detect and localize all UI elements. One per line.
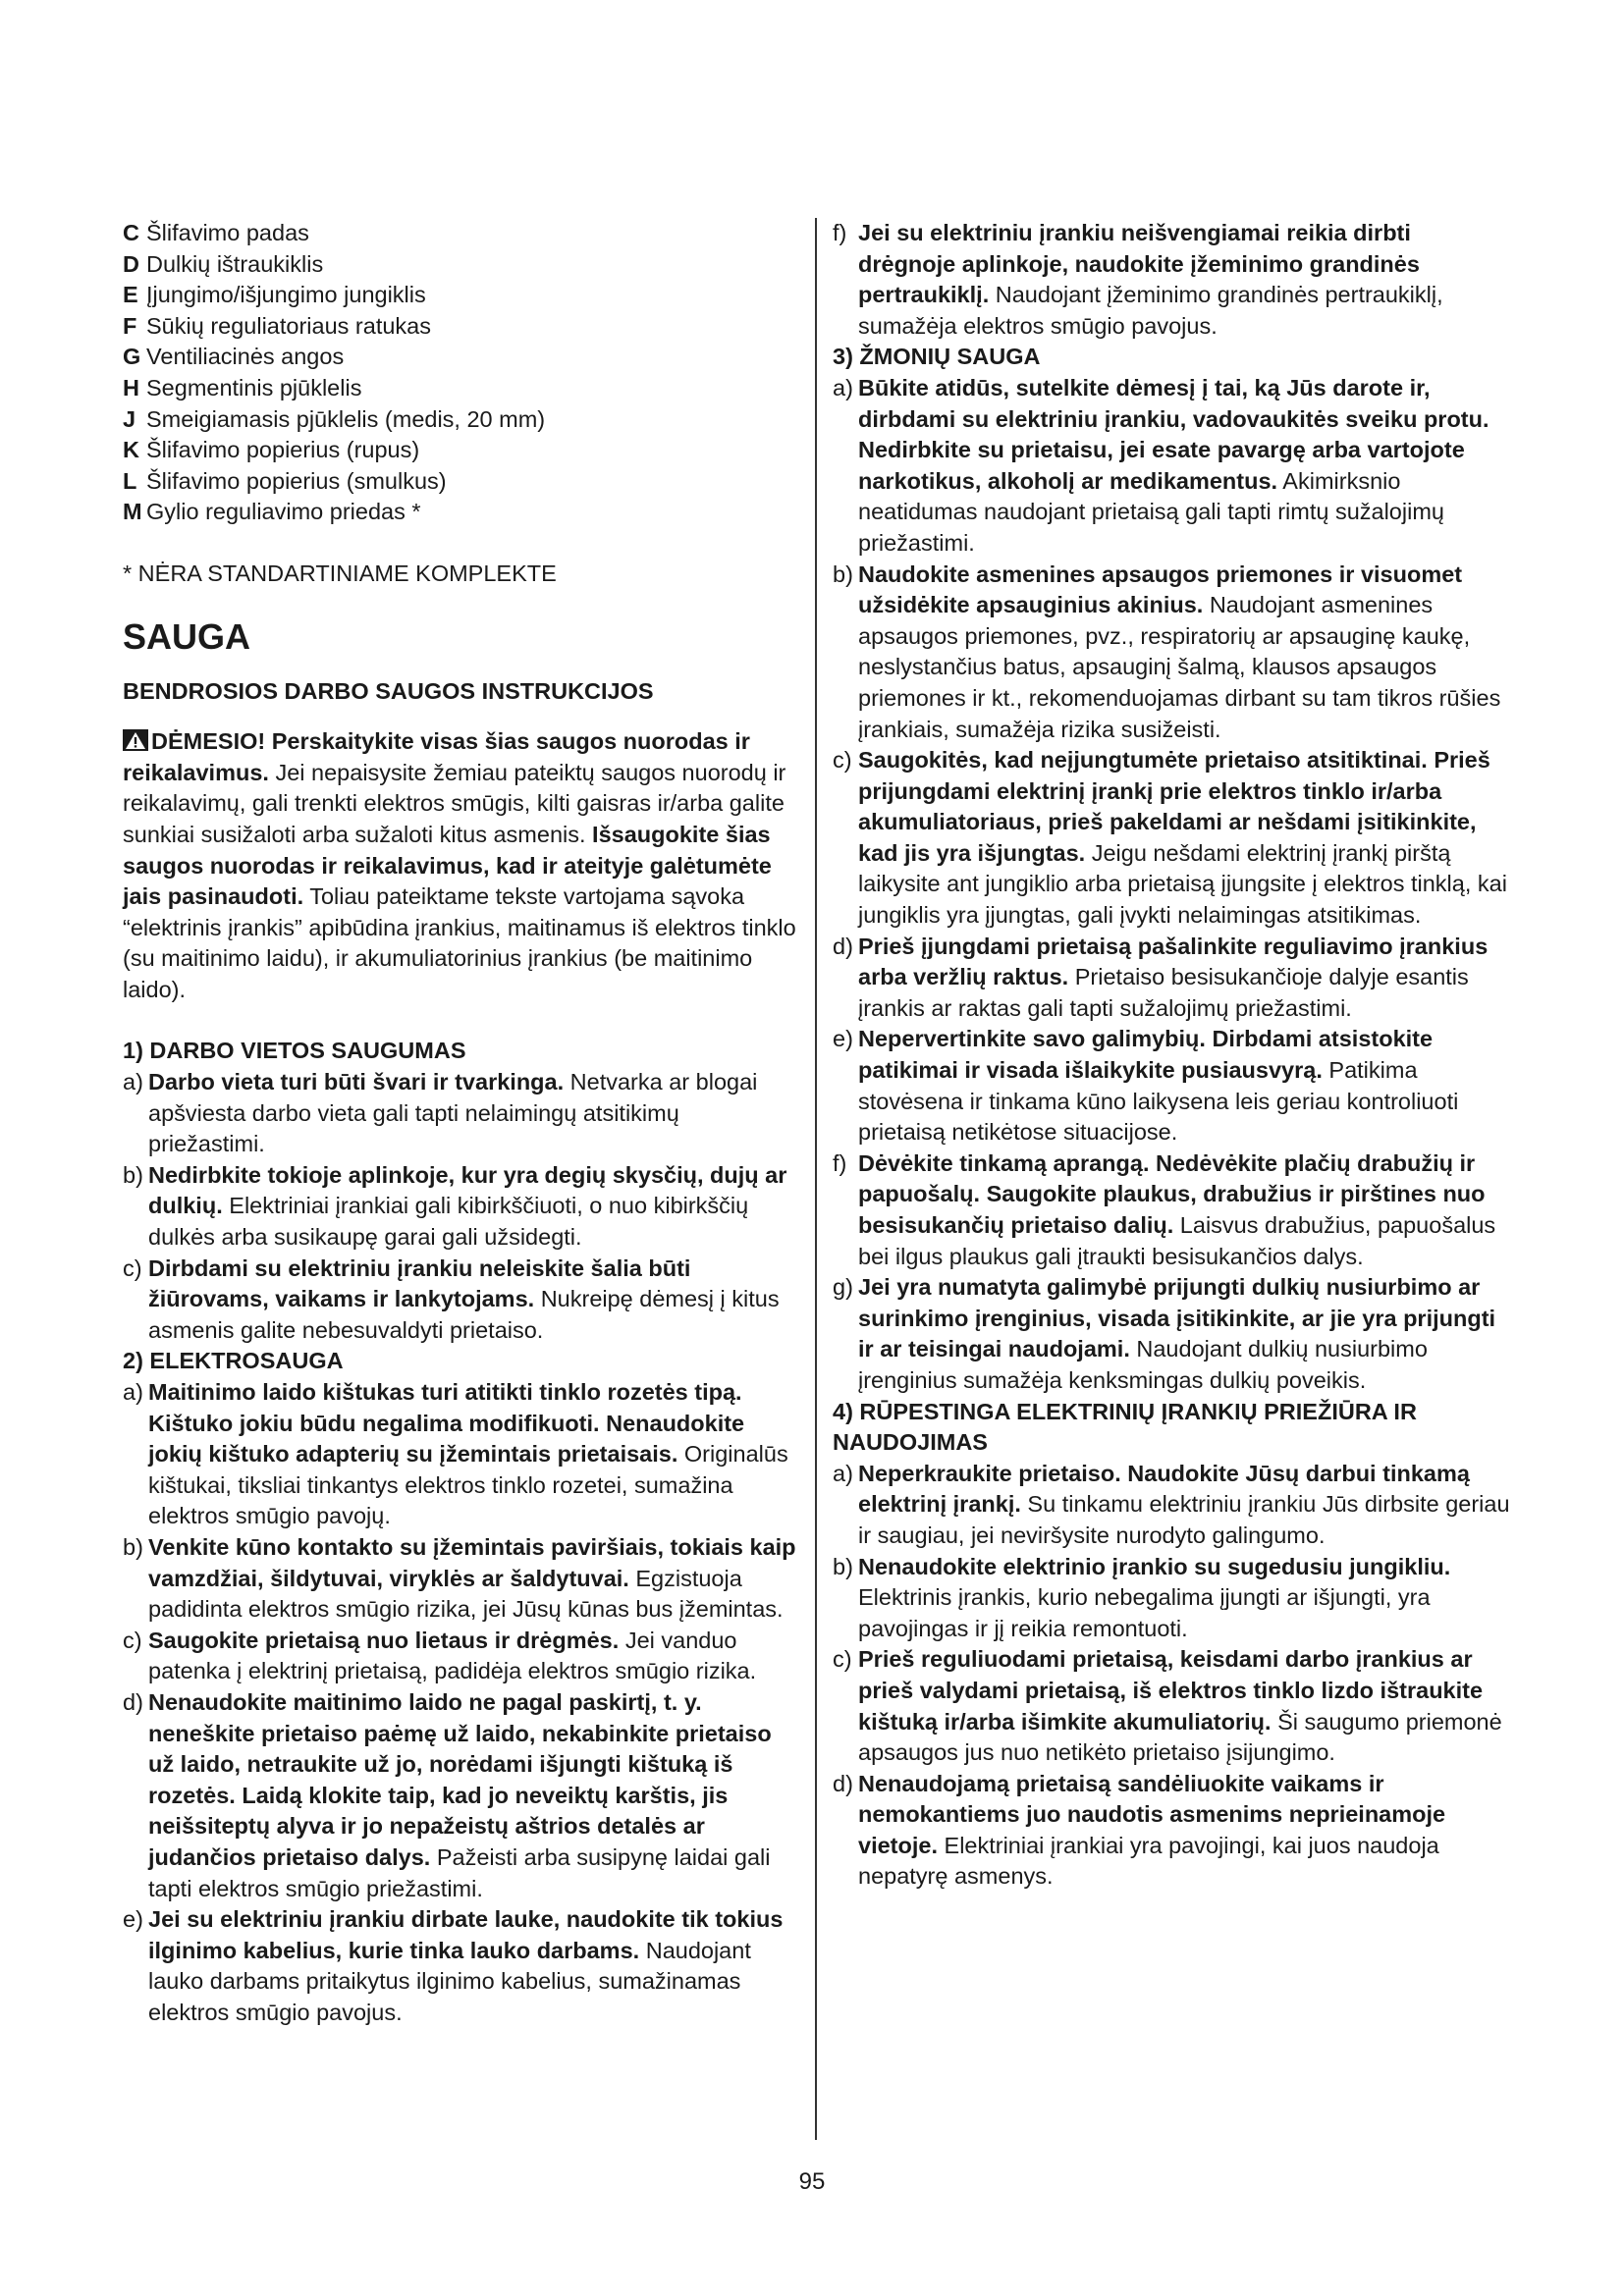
list-item: c) Saugokitės, kad neįjungtumėte prietaiso atsitiktinai. Prieš prijungdami elektrinį įrankį prie elektros tinklo ir/arba akumuliatoriaus, prieš pakeldami ar nešdami įsitikinkite, kad jis yra išjungtas. Jeigu nešdami elektrinį įrankį pirštą laikysite ant jungiklio arba prietaisą įjungsite į elektros tinklą, kai jungiklis yra įjungtas, gali įvykti nelaimingas atsitikimas.: [833, 747, 1507, 929]
list-item: a) Neperkraukite prietaiso. Naudokite Jūsų darbui tinkamą elektrinį įrankį. Su tinkamu elektriniu įrankiu Jūs dirbsite geriau ir saugiau, jei neviršysite nurodyto galingumo.: [833, 1460, 1510, 1548]
right-column: [833, 218, 1510, 1893]
list-item: d) Prieš įjungdami prietaisą pašalinkite reguliavimo įrankius arba veržlių raktus. Prietaiso besisukančioje dalyje esantis įrankis ar raktas gali tapti sužalojimų priežastimi.: [833, 933, 1489, 1021]
not-standard-note: * NĖRA STANDARTINIAME KOMPLEKTE: [123, 560, 557, 586]
list-item: a) Būkite atidūs, sutelkite dėmesį į tai, ką Jūs darote ir, dirbdami su elektriniu įrankiu, vadovaukitės sveiku protu. Nedirbkite su prietaisu, jei esate pavargę arba vartojote narkotikus, alkoholį ar medikamentus. Akimirksnio neatidumas naudojant prietaisą gali tapti rimtų sužalojimų priežastimi.: [833, 374, 1489, 556]
list-item: H Segmentinis pjūklelis: [123, 374, 362, 400]
list-item: b) Nedirbkite tokioje aplinkoje, kur yra degių skysčių, dujų ar dulkių. Elektriniai įrankiai gali kibirkščiuoti, o nuo kibirkščių dulkės arba susikaupę garai gali užsidegti.: [123, 1161, 787, 1251]
list-item: K Šlifavimo popierius (rupus): [123, 437, 420, 463]
section-title: SAUGA: [123, 615, 251, 657]
left-column: [123, 218, 800, 2028]
list-item: e) Nepervertinkite savo galimybių. Dirbdami atsistokite patikimai ir visada išlaikykite pusiausvyrą. Patikima stovėsena ir tinkama kūno laikysena leis geriau kontroliuoti prietaisą netikėtose situacijose.: [833, 1026, 1459, 1146]
list-item: c) Saugokite prietaisą nuo lietaus ir drėgmės. Jei vanduo patenka į elektrinį prietaisą, padidėja elektros smūgio rizika.: [123, 1627, 757, 1684]
list-item: g) Jei yra numatyta galimybė prijungti dulkių nusiurbimo ar surinkimo įrenginius, visada įsitikinkite, ar jie yra prijungti ir ar teisingai naudojami. Naudojant dulkių nusiurbimo įrenginius sumažėja kenksmingas dulkių poveikis.: [833, 1274, 1496, 1393]
parts-list: [123, 218, 800, 528]
list-item: a) Maitinimo laido kištukas turi atitikti tinklo rozetės tipą. Kištuko jokiu būdu negalima modifikuoti. Nenaudokite jokių kištuko adapterių su įžemintais prietaisais. Originalūs kištukai, tiksliai tinkantys elektros tinklo rozetei, sumažina elektros smūgio pavojų.: [123, 1379, 788, 1529]
list-item: b) Nenaudokite elektrinio įrankio su sugedusiu jungikliu. Elektrinis įrankis, kurio nebegalima įjungti ar išjungti, yra pavojingas ir jį reikia remontuoti.: [833, 1553, 1451, 1641]
heading-electrical-safety: 2) ELEKTROSAUGA: [123, 1348, 344, 1374]
section-subtitle: BENDROSIOS DARBO SAUGOS INSTRUKCIJOS: [123, 677, 654, 704]
list-item: f) Dėvėkite tinkamą aprangą. Nedėvėkite plačių drabužių ir papuošalų. Saugokite plaukus, drabužius ir pirštines nuo besisukančių prietaiso dalių. Laisvus drabužius, papuošalus bei ilgus plaukus gali įtraukti besisukančios dalys.: [833, 1149, 1496, 1269]
heading-personal-safety: 3) ŽMONIŲ SAUGA: [833, 344, 1041, 370]
warning-triangle-icon: [123, 729, 148, 751]
list-item: f) Jei su elektriniu įrankiu neišvengiamai reikia dirbti drėgnoje aplinkoje, naudokite įžeminimo grandinės pertraukiklį. Naudojant įžeminimo grandinės pertraukiklį, sumažėja elektros smūgio pavojus.: [833, 220, 1443, 339]
list-item: b) Naudokite asmenines apsaugos priemones ir visuomet užsidėkite apsauginius akinius. Naudojant asmenines apsaugos priemones, pvz., respiratorių ar apsauginę kaukę, neslystančius batus, apsauginį šalmą, klausos apsaugos priemones ir kt., rekomenduojamas dirbant su tam tikros rūšies įrankiais, sumažėja rizika susižeisti.: [833, 561, 1501, 742]
column-divider: [815, 218, 817, 2140]
general-warning: DĖMESIO! Perskaitykite visas šias saugos nuorodas ir reikalavimus. Jei nepaisysite žemiau pateiktų saugos nuorodų ir reikalavimų, gali trenkti elektros smūgis, kilti gaisras ir/arba galite sunkiai susižaloti arba sužaloti kitus asmenis. Išsaugokite šias saugos nuorodas ir reikalavimus, kad ir ateityje galėtumėte jais pasinaudoti. Toliau pateiktame tekste vartojama sąvoka “elektrinis įrankis” apibūdina įrankius, maitinamus iš elektros tinklo (su maitinimo laidu), ir akumuliatorinius įrankius (be maitinimo laido).: [123, 728, 796, 1002]
list-item: F Sūkių reguliatoriaus ratukas: [123, 312, 431, 339]
list-item: L Šlifavimo popierius (smulkus): [123, 467, 447, 494]
heading-work-area-safety: 1) DARBO VIETOS SAUGUMAS: [123, 1038, 466, 1064]
page-number: 95: [798, 2168, 826, 2195]
list-item: d) Nenaudojamą prietaisą sandėliuokite vaikams ir nemokantiems juo naudotis asmenims neprieinamoje vietoje. Elektriniai įrankiai yra pavojingi, kai juos naudoja nepatyrę asmenys.: [833, 1770, 1446, 1890]
list-item: a) Darbo vieta turi būti švari ir tvarkinga. Netvarka ar blogai apšviesta darbo vieta gali tapti nelaimingų atsitikimų priežastimi.: [123, 1069, 758, 1157]
list-item: c) Dirbdami su elektriniu įrankiu neleiskite šalia būti žiūrovams, vaikams ir lankytojams. Nukreipę dėmesį į kitus asmenis galite nebesuvaldyti prietaiso.: [123, 1255, 780, 1343]
list-item: D Dulkių ištraukiklis: [123, 250, 324, 277]
list-item: E Įjungimo/išjungimo jungiklis: [123, 282, 426, 308]
list-item: G Ventiliacinės angos: [123, 344, 345, 370]
list-item: b) Venkite kūno kontakto su įžemintais paviršiais, tokiais kaip vamzdžiai, šildytuvai, viryklės ar šaldytuvai. Egzistuoja padidinta elektros smūgio rizika, jei Jūsų kūnas bus įžemintas.: [123, 1533, 796, 1623]
list-item: C Šlifavimo padas: [123, 220, 309, 245]
list-item: J Smeigiamasis pjūklelis (medis, 20 mm): [123, 405, 546, 432]
list-item: M Gylio reguliavimo priedas *: [123, 499, 421, 525]
heading-tool-care: 4) RŪPESTINGA ELEKTRINIŲ ĮRANKIŲ PRIEŽIŪRA IR NAUDOJIMAS: [833, 1398, 1417, 1456]
list-item: d) Nenaudokite maitinimo laido ne pagal paskirtį, t. y. neneškite prietaiso paėmę už laido, nekabinkite prietaiso už laido, netraukite už jo, norėdami išjungti kištuką iš rozetės. Laidą klokite taip, kad jo neveiktų karštis, jis neišsiteptų alyva ir jo nepažeistų aštrios detalės ar judančios prietaiso dalys. Pažeisti arba susipynę laidai gali tapti elektros smūgio priežastimi.: [123, 1688, 772, 1901]
list-item: e) Jei su elektriniu įrankiu dirbate lauke, naudokite tik tokius ilginimo kabelius, kurie tinka lauko darbams. Naudojant lauko darbams pritaikytus ilginimo kabelius, sumažinamas elektros smūgio pavojus.: [123, 1906, 784, 2025]
list-item: c) Prieš reguliuodami prietaisą, keisdami darbo įrankius ar prieš valydami prietaisą, iš elektros tinklo lizdo ištraukite kištuką ir/arba išimkite akumuliatorių. Ši saugumo priemonė apsaugos jus nuo netikėto prietaiso įsijungimo.: [833, 1646, 1502, 1766]
